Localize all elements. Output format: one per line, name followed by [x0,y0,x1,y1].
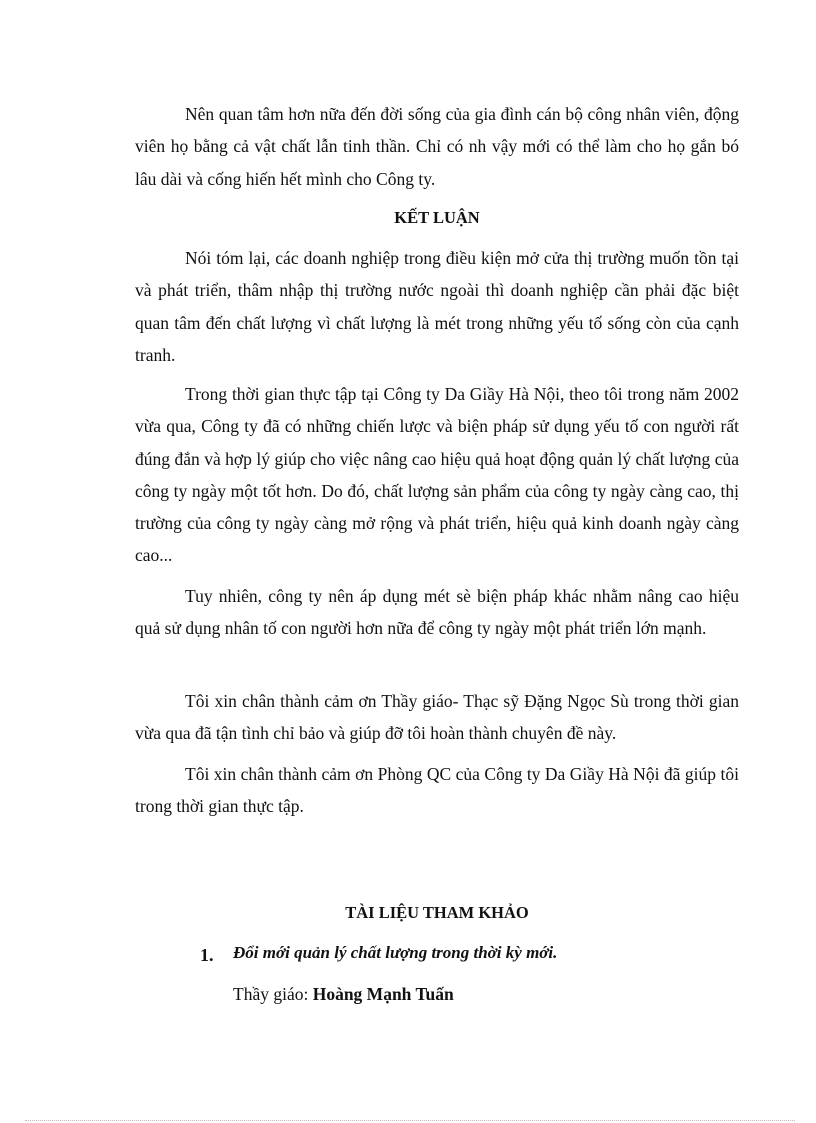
reference-number: 1. [200,945,214,965]
paragraph-thanks-department: Tôi xin chân thành cảm ơn Phòng QC của Công ty Da Giầy Hà Nội đã giúp tôi trong thời gian thực tập. [135,764,739,817]
paragraph-thanks-teacher: Tôi xin chân thành cảm ơn Thầy giáo- Thạc sỹ Đặng Ngọc Sù trong thời gian vừa qua đã tận tình chỉ bảo và giúp đỡ tôi hoàn thành chuyên đề này. [135,691,739,744]
reference-author-name: Hoàng Mạnh Tuấn [312,984,454,1004]
reference-title: Đổi mới quản lý chất lượng trong thời kỳ mới. [233,943,558,962]
paragraph-summary: Nói tóm lại, các doanh nghiệp trong điều kiện mở cửa thị trường muốn tồn tại và phát triển, thâm nhập thị trường nước ngoài thì doanh nghiệp cần phải đặc biệt quan tâm đến chất lượng vì chất lượng là mét trong những yếu tố sống còn của cạnh tranh. [135,248,739,365]
conclusion-heading: KẾT LUẬN [394,208,480,227]
paragraph-recommendation: Tuy nhiên, công ty nên áp dụng mét sè biện pháp khác nhằm nâng cao hiệu quả sử dụng nhân tố con người hơn nữa để công ty ngày một phát triển lớn mạnh. [135,586,739,639]
reference-author [233,984,454,1005]
paragraph-employee-care: Nên quan tâm hơn nữa đến đời sống của gia đình cán bộ công nhân viên, động viên họ bằng cả vật chất lẫn tinh thần. Chỉ có nh vậy mới có thể làm cho họ gắn bó lâu dài và cống hiến hết mình cho Công ty. [135,104,739,189]
paragraph-internship: Trong thời gian thực tập tại Công ty Da Giầy Hà Nội, theo tôi trong năm 2002 vừa qua, Công ty đã có những chiến lược và biện pháp sử dụng yếu tố con người rất đúng đắn và hợp lý giúp cho việc nâng cao hiệu quả hoạt động quản lý chất lượng của công ty ngày một tốt hơn. Do đó, chất lượng sản phẩm của công ty ngày càng cao, thị trường của công ty ngày càng mở rộng và phát triển, hiệu quả kinh doanh ngày càng cao... [135,384,739,566]
page-bottom-divider [25,1120,795,1121]
references-heading: TÀI LIỆU THAM KHẢO [345,903,529,922]
reference-author-label: Thầy giáo: [233,984,309,1004]
